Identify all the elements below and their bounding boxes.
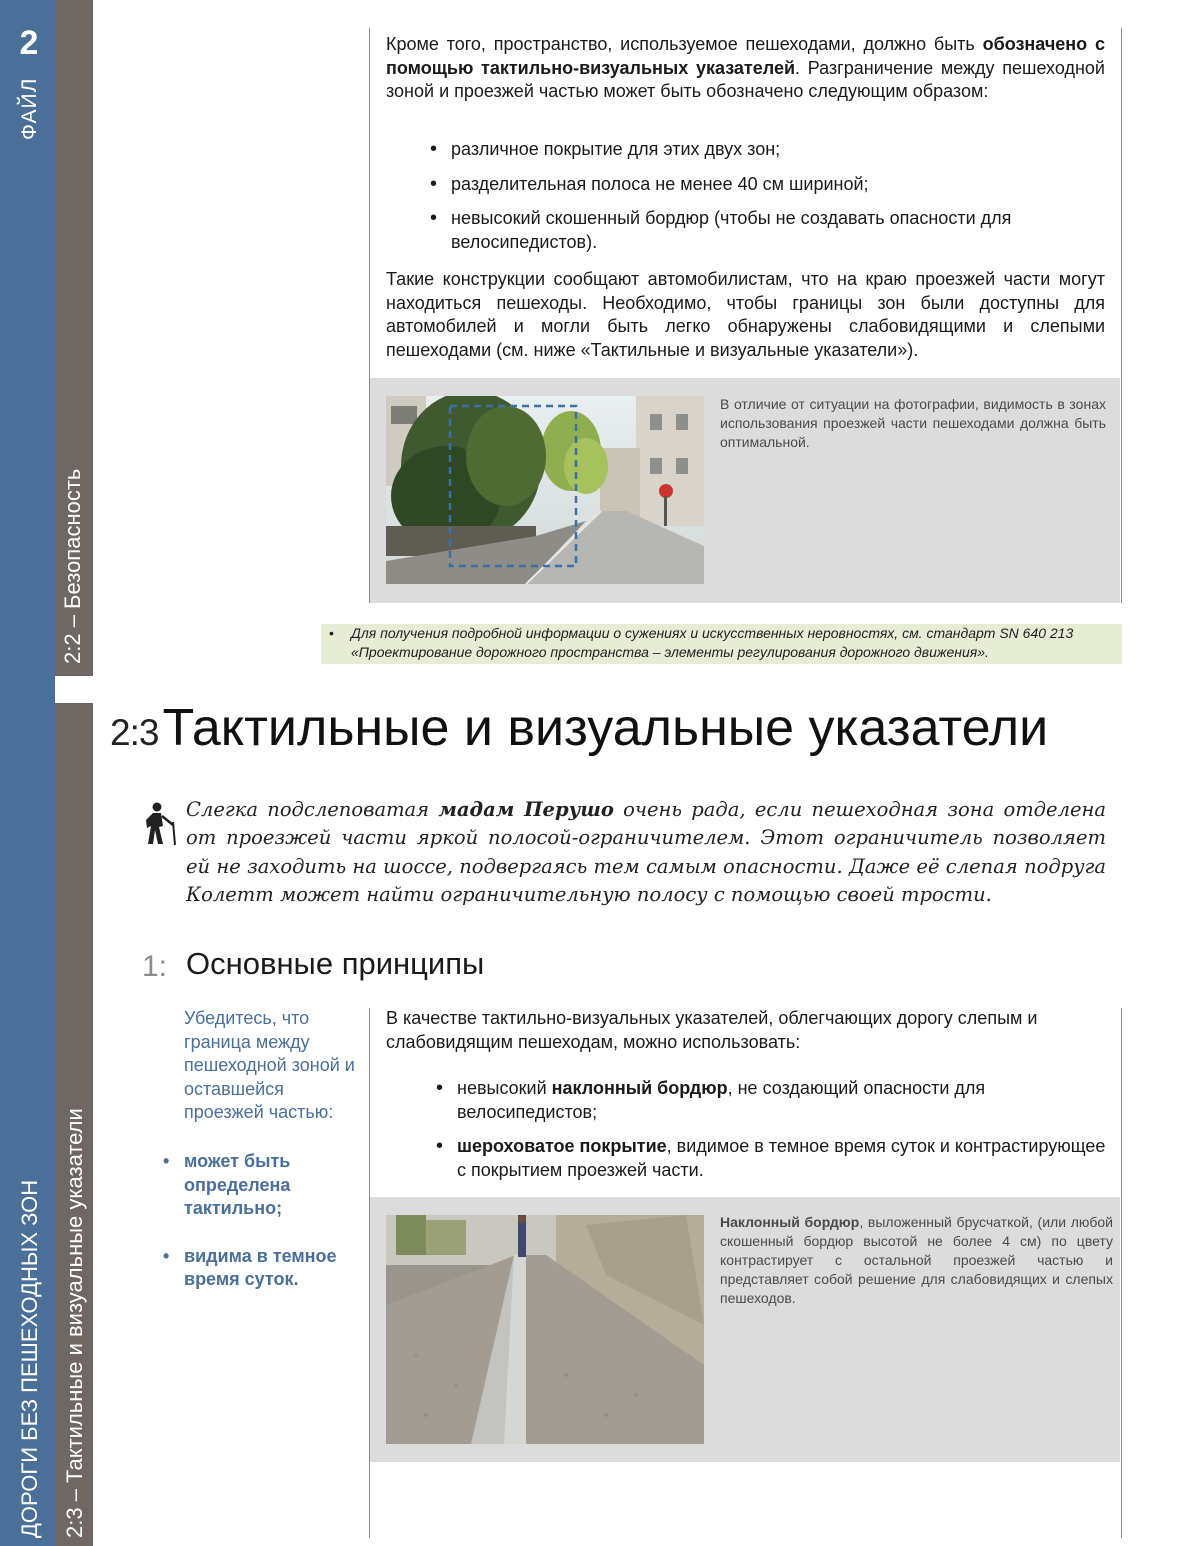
curb-photo-caption: Наклонный бордюр, выложенный брусчаткой, (или любой скошенный бордюр высотой не более 4 см) по цвету контрастирует с остальной проезжей частью и представляет собой решение для слабовидящих и слепых пешеходов. bbox=[720, 1214, 1113, 1306]
walking-person-with-cane-icon bbox=[142, 802, 180, 846]
madame-perouche-paragraph: Слегка подслеповатая мадам Перушо очень рада, если пешеходная зона отделена от проезжей части яркой полосой-ограничителем. Этот ограничитель позволяет ей не заходить на шоссе, подвергаясь тем самым опасности. Даже её слепая подруга Колетт может найти ограничительную полосу с помощью своей трости. bbox=[186, 798, 1107, 906]
note-bullet: • bbox=[329, 625, 334, 641]
photo-caption: В отличие от ситуации на фотографии, видимость в зонах использования проезжей части пешеходами должна быть оптимальной. bbox=[720, 396, 1106, 450]
note-text: Для получения подробной информации о сужениях и искусственных неровностях, см. стандарт SN 640 213 «Проектирование дорожного пространства – элементы регулирования дорожного движения». bbox=[351, 625, 1074, 660]
reference-note bbox=[321, 624, 1122, 664]
file-number: 2 bbox=[19, 24, 39, 62]
list-item: • невысокий скошенный бордюр (чтобы не создавать опасности для велосипедистов). bbox=[430, 207, 1110, 254]
list-item: • шероховатое покрытие, видимое в темное время суток и контрастирующее с покрытием проезжей части. bbox=[436, 1135, 1116, 1182]
section-23-label: 2:3 – Тактильные и визуальные указатели bbox=[62, 1108, 87, 1538]
list-item: • может быть определена тактильно; bbox=[163, 1150, 363, 1221]
section-number: 2:3 bbox=[110, 712, 159, 753]
section-heading bbox=[110, 698, 1048, 758]
list-item: • различное покрытие для этих двух зон; bbox=[430, 138, 1110, 162]
subsection-number: 1: bbox=[142, 950, 168, 983]
document-title: ДОРОГИ БЕЗ ПЕШЕХОДНЫХ ЗОН bbox=[17, 1179, 42, 1538]
indicators-list bbox=[436, 1077, 1116, 1193]
column-rule-right-top bbox=[1121, 28, 1122, 603]
indicators-intro: В качестве тактильно-визуальных указателей, облегчающих дорогу слепым и слабовидящим пешеходам, можно использовать: bbox=[386, 1008, 1038, 1052]
list-item: • разделительная полоса не менее 40 см шириной; bbox=[430, 173, 1110, 197]
zone-separation-list bbox=[430, 138, 1110, 254]
intro-paragraph: Кроме того, пространство, используемое пешеходами, должно быть обозначено с помощью тактильно-визуальных указателей. Разграничение между пешеходной зоной и проезжей частью может быть обозначено следующим образом: bbox=[386, 34, 1105, 101]
subsection-title: Основные принципы bbox=[186, 946, 485, 981]
column-rule-right-bottom bbox=[1121, 1008, 1122, 1538]
street-photo bbox=[386, 396, 704, 584]
constructions-paragraph: Такие конструкции сообщают автомобилистам, что на краю проезжей части могут находиться пешеходы. Необходимо, чтобы границы зон были доступны для автомобилей и могли быть легко обнаружены слабовидящими и слепыми пешеходами (см. ниже «Тактильные и визуальные указатели»). bbox=[386, 269, 1105, 360]
section-22-label: 2:2 – Безопасность bbox=[60, 468, 85, 664]
section-title: Тактильные и визуальные указатели bbox=[162, 699, 1049, 757]
side-note-text: Убедитесь, что граница между пешеходной зоной и оставшейся проезжей частью: bbox=[184, 1008, 355, 1122]
file-label: ФАЙЛ bbox=[18, 77, 41, 140]
list-item: • видима в темное время суток. bbox=[163, 1245, 363, 1292]
side-note-list bbox=[163, 1150, 363, 1316]
curb-photo bbox=[386, 1215, 704, 1444]
list-item: • невысокий наклонный бордюр, не создающий опасности для велосипедистов; bbox=[436, 1077, 1116, 1124]
